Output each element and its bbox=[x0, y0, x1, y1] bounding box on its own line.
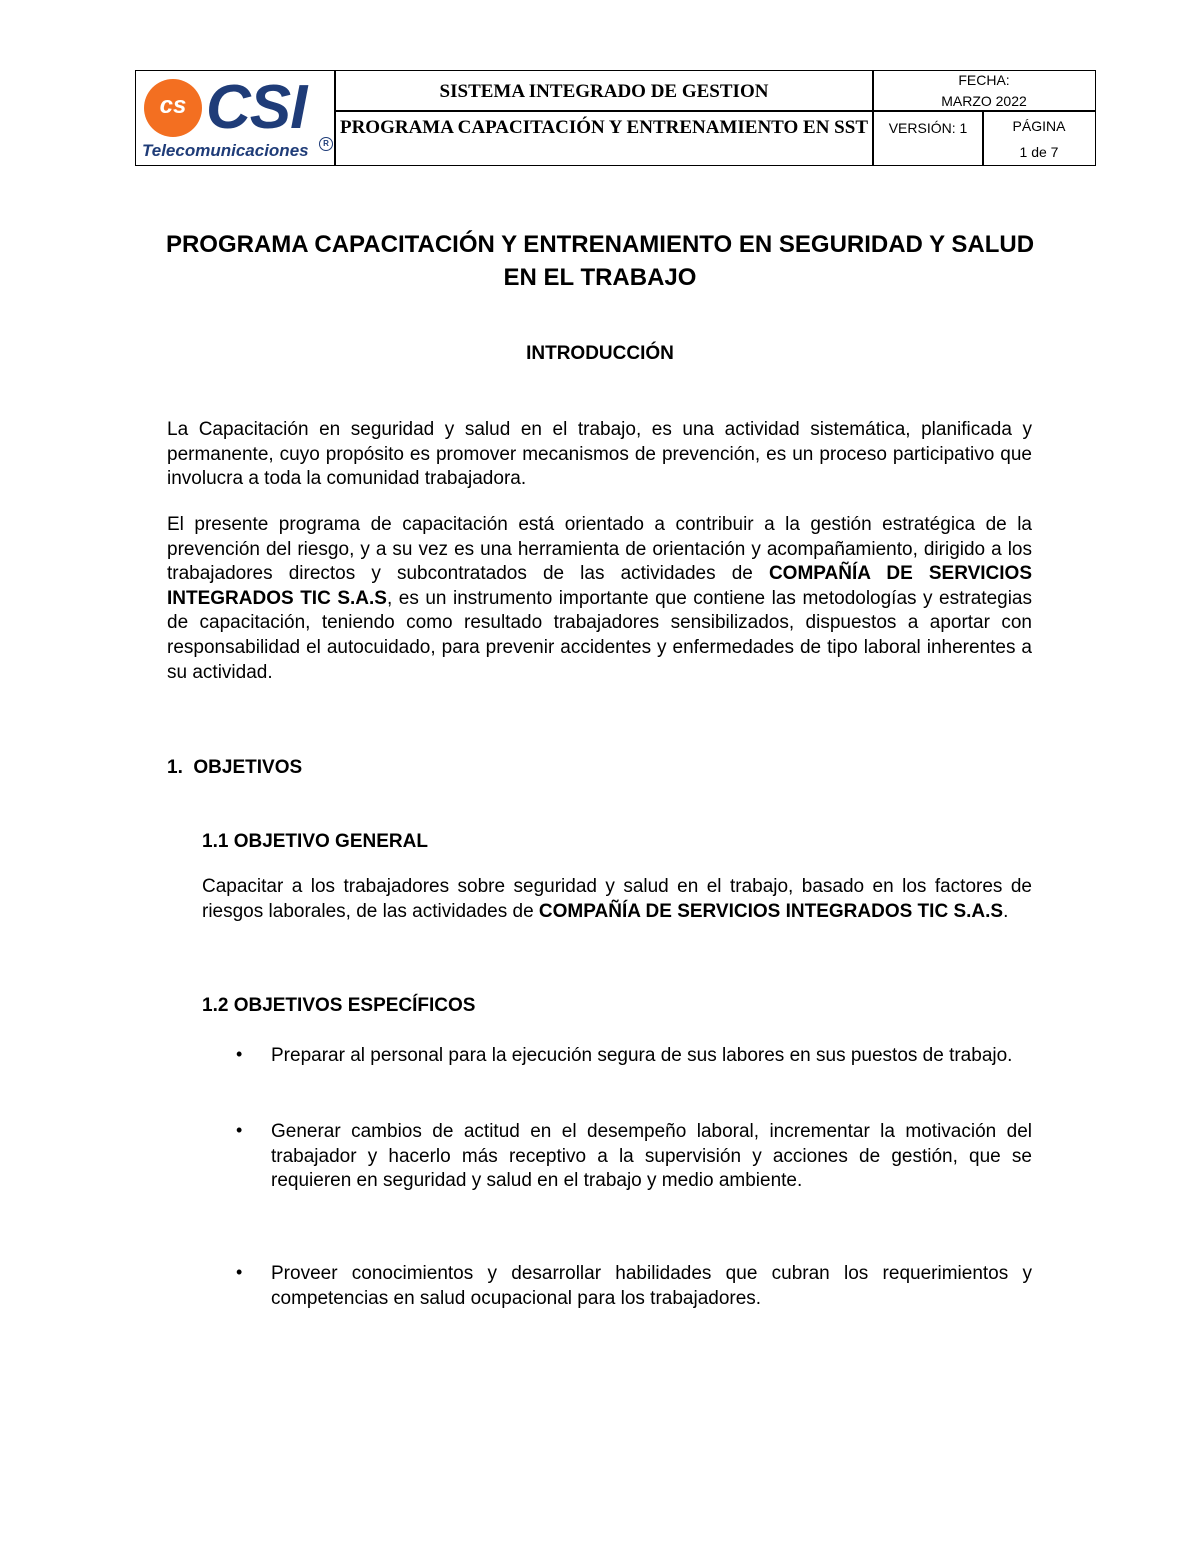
system-cell bbox=[334, 70, 874, 112]
general-objective-start: Capacitar a los trabajadores sobre seguridad y salud en el trabajo, basado en los factores de riesgos laborales, de las actividades de bbox=[202, 876, 1032, 922]
intro-paragraph-1: La Capacitación en seguridad y salud en el trabajo, es una actividad sistemática, planificada y permanente, cuyo propósito es promover mecanismos de prevención, es un proceso participativo que involucra a toda la comunidad trabajadora. bbox=[167, 419, 1032, 490]
program-title: PROGRAMA CAPACITACIÓN Y ENTRENAMIENTO EN SST bbox=[339, 117, 868, 138]
logo-text: CSI bbox=[206, 73, 307, 142]
registered-icon: R bbox=[319, 137, 333, 151]
intro-paragraph-2-end: , es un instrumento importante que contiene las metodologías y estrategias de capacitación, teniendo como resultado trabajadores sensibilizados, dispuestos a aportar con responsabilidad el autocuidado, para prevenir accidentes y enfermedades de tipo laboral inherentes a su actividad. bbox=[167, 587, 1033, 683]
general-objective-text bbox=[202, 875, 1032, 924]
logo bbox=[135, 70, 336, 166]
document-title: PROGRAMA CAPACITACIÓN Y ENTRENAMIENTO EN SEGURIDAD Y SALUD EN EL TRABAJO bbox=[165, 231, 1035, 291]
date-label: FECHA: bbox=[958, 72, 1010, 88]
section-objectives-heading: 1. OBJETIVOS bbox=[167, 757, 303, 778]
bullet-icon: • bbox=[236, 1120, 243, 1140]
intro-paragraph-2-start: El presente programa de capacitación está orientado a contribuir a la gestión estratégica de la prevención del riesgo, y a su vez es una herramienta de orientación y acompañamiento, dirigido a los trabajadores directos y subcontratados de las actividades de bbox=[167, 514, 1032, 585]
intro-paragraph-2 bbox=[167, 513, 1032, 685]
date-cell bbox=[872, 70, 1096, 112]
specific-objectives-heading: 1.2 OBJETIVOS ESPECÍFICOS bbox=[202, 995, 476, 1016]
page-label: PÁGINA bbox=[1012, 118, 1066, 134]
version-label: VERSIÓN: 1 bbox=[888, 120, 968, 136]
bullet-icon: • bbox=[236, 1044, 243, 1064]
general-objective-end: . bbox=[1003, 900, 1009, 922]
version-cell bbox=[872, 110, 984, 166]
page-number: 1 de 7 bbox=[1019, 144, 1059, 160]
bullet-icon: • bbox=[236, 1262, 243, 1282]
objective-item-3: Proveer conocimientos y desarrollar habilidades que cubran los requerimientos y competencias en salud ocupacional para los trabajadores. bbox=[271, 1263, 1032, 1309]
company-name: COMPAÑÍA DE SERVICIOS INTEGRADOS TIC S.A.S bbox=[167, 563, 1032, 609]
objective-item-2: Generar cambios de actitud en el desempeño laboral, incrementar la motivación del trabajador y hacerlo más receptivo a la supervisión y acciones de gestión, que se requieren en seguridad y salud en el trabajo y medio ambiente. bbox=[271, 1121, 1032, 1192]
objective-item-1: Preparar al personal para la ejecución segura de sus labores en sus puestos de trabajo. bbox=[271, 1045, 1013, 1066]
company-name-2: COMPAÑÍA DE SERVICIOS INTEGRADOS TIC S.A.S bbox=[538, 900, 1004, 922]
program-cell bbox=[334, 110, 874, 166]
general-objective-heading: 1.1 OBJETIVO GENERAL bbox=[202, 831, 428, 852]
date-value: MARZO 2022 bbox=[941, 93, 1027, 109]
logo-subtitle: Telecomunicaciones bbox=[142, 141, 309, 160]
page-cell bbox=[982, 110, 1096, 166]
logo-mark: cs bbox=[159, 92, 187, 119]
document-header bbox=[135, 70, 1096, 166]
system-title: SISTEMA INTEGRADO DE GESTION bbox=[439, 81, 769, 102]
intro-heading: INTRODUCCIÓN bbox=[526, 343, 674, 364]
